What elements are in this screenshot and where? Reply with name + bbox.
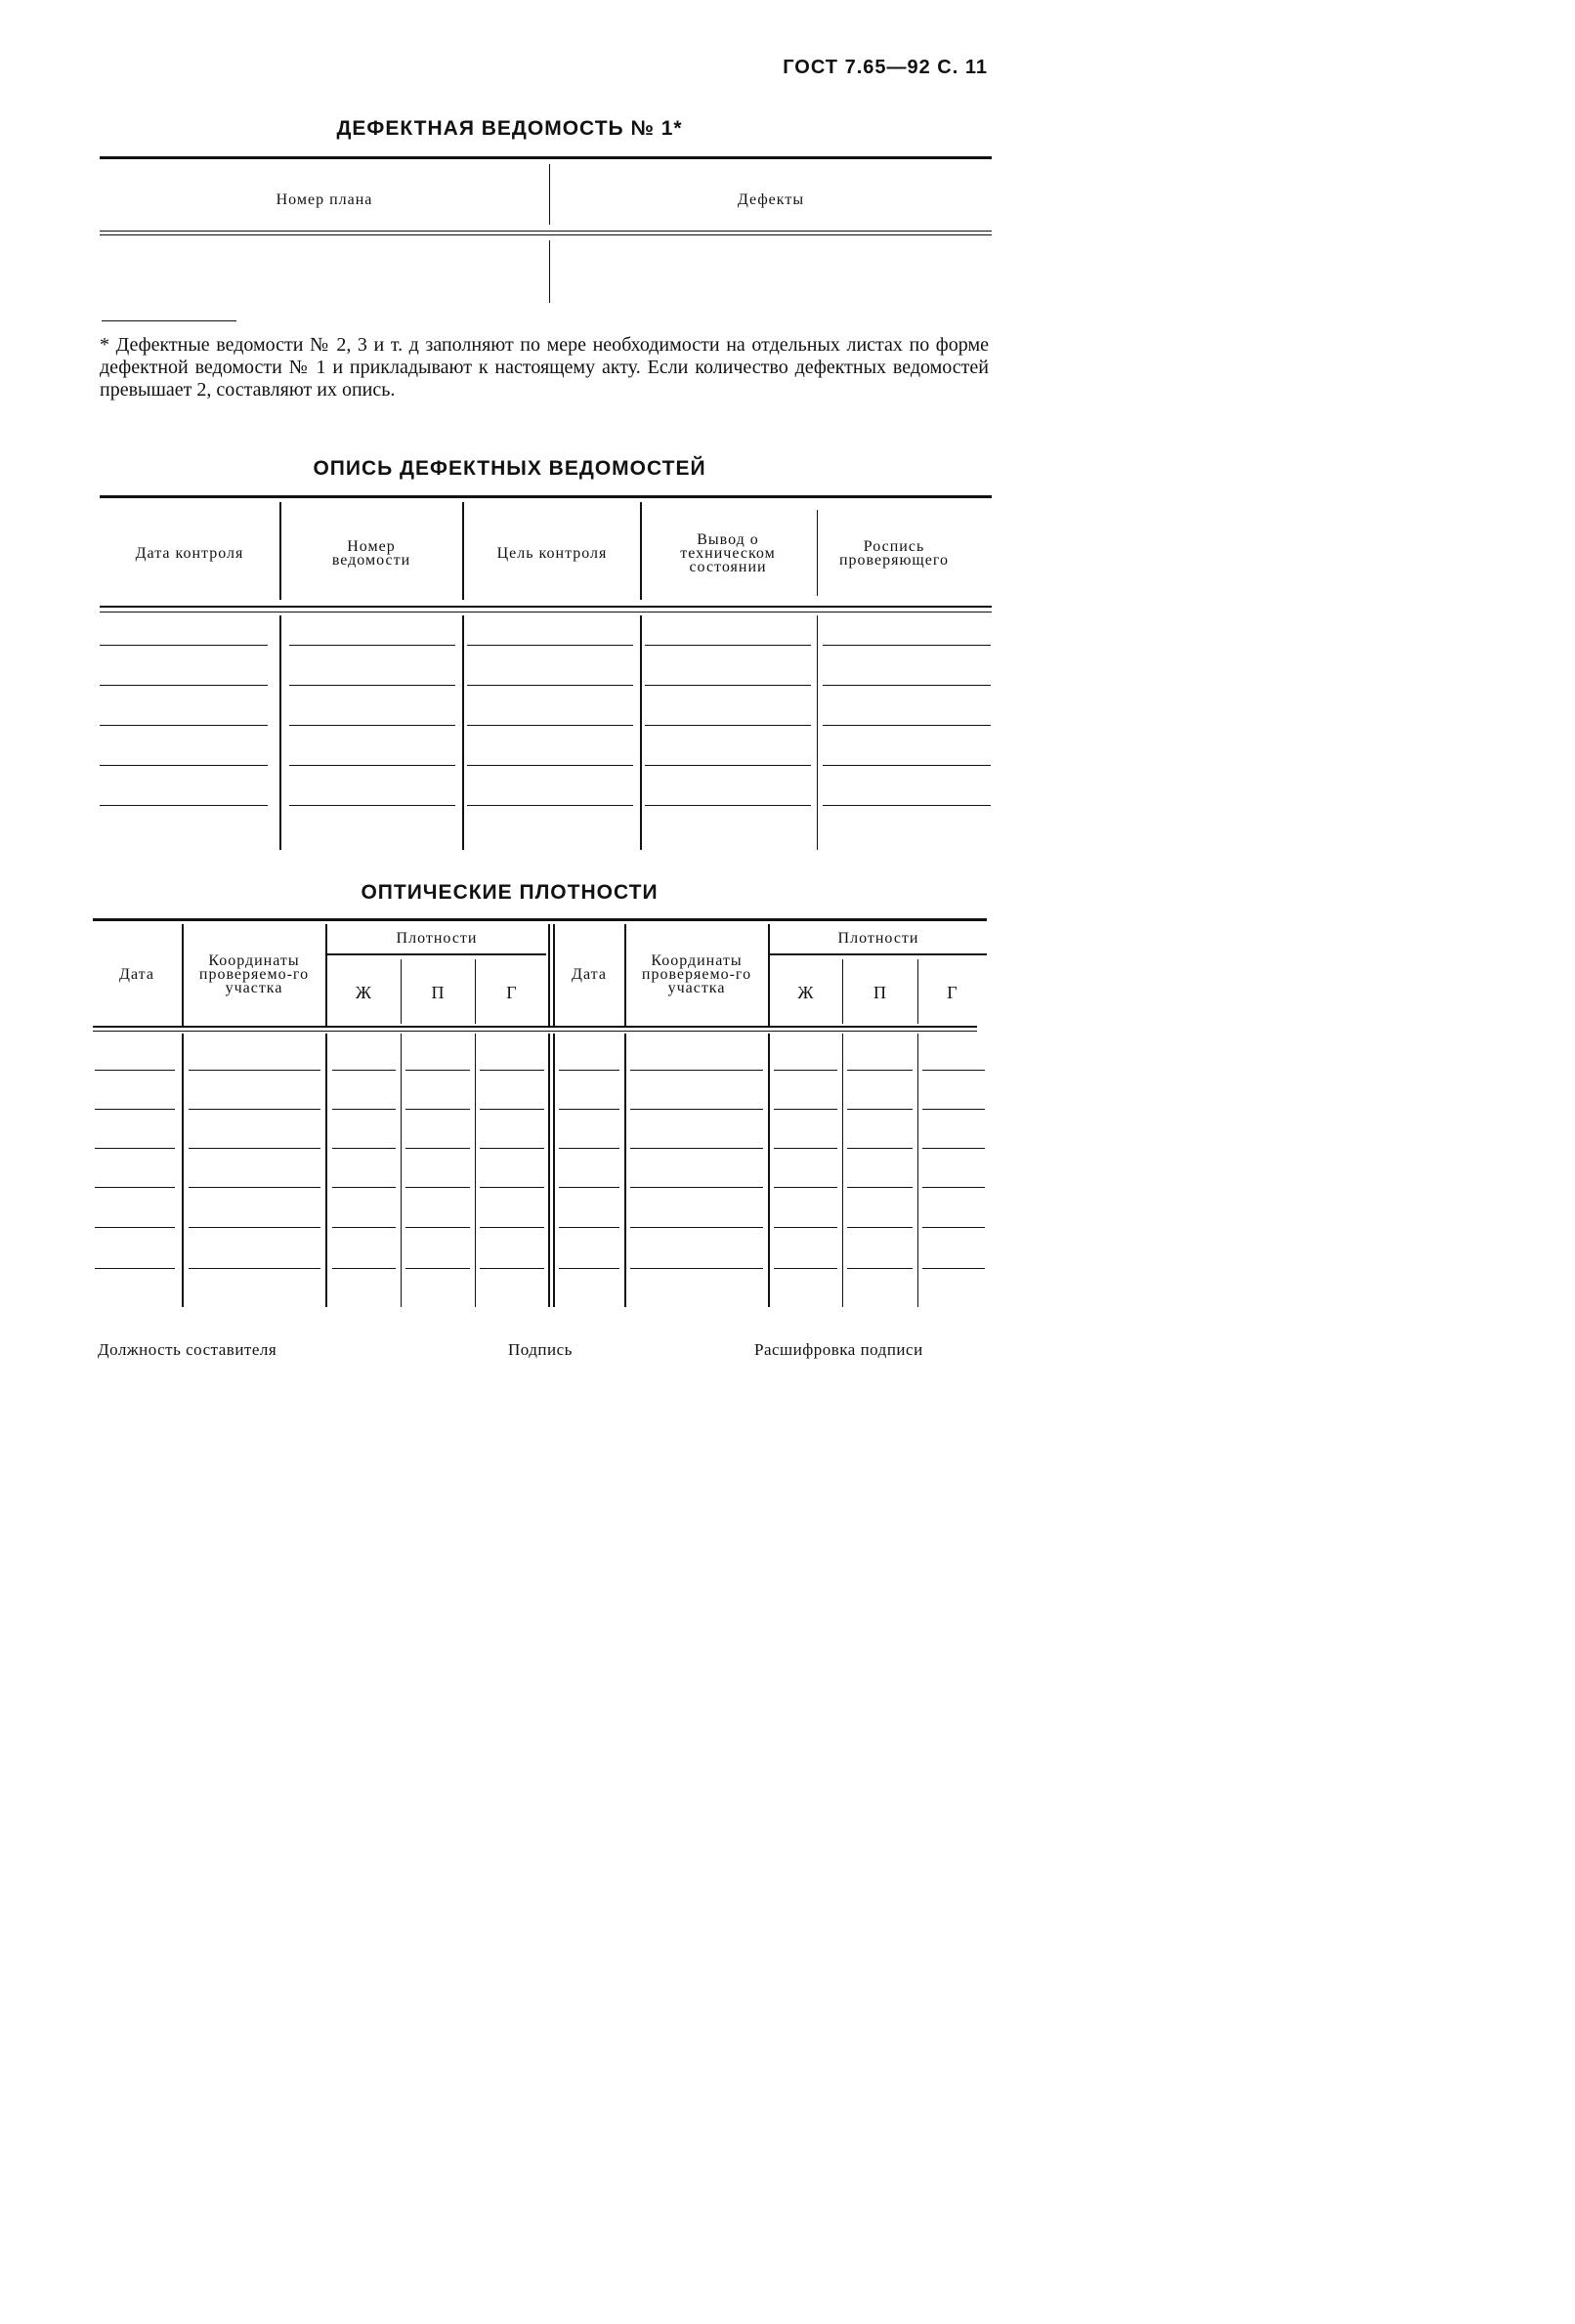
column-header-p-left: П (431, 983, 446, 1002)
column-header-date-left: Дата (119, 966, 154, 983)
defect-sheet-title: ДЕФЕКТНАЯ ВЕДОМОСТЬ № 1* (336, 117, 683, 140)
column-header-control-purpose: Цель контроля (496, 545, 608, 562)
optical-densities-title: ОПТИЧЕСКИЕ ПЛОТНОСТИ (361, 881, 659, 904)
column-header-inspector-signature: Роспись проверяющего (838, 538, 950, 569)
column-header-g-left: Г (506, 983, 518, 1002)
column-header-p-right: П (873, 983, 887, 1002)
column-header-plan-number: Номер плана (276, 191, 373, 208)
signature-label: Подпись (508, 1340, 573, 1359)
footnote-separator (102, 320, 236, 321)
inventory-title: ОПИСЬ ДЕФЕКТНЫХ ВЕДОМОСТЕЙ (313, 457, 706, 480)
column-header-zh-left: Ж (355, 983, 373, 1002)
column-header-densities-right: Плотности (837, 930, 919, 947)
column-header-sheet-number: Номер ведомости (331, 538, 411, 569)
footnote-text: * Дефектные ведомости № 2, 3 и т. д заполняют по мере необходимости на отдельных листах по форме дефектной ведомости № 1 и прикладывают к настоящему акту. Если количество дефектных ведомостей превышает 2, составляют их опись. (100, 334, 989, 401)
page-header: ГОСТ 7.65—92 С. 11 (783, 57, 988, 78)
column-header-g-right: Г (947, 983, 958, 1002)
column-header-densities-left: Плотности (396, 930, 478, 947)
signature-position-label: Должность составителя (98, 1340, 277, 1359)
column-header-date-right: Дата (572, 966, 607, 983)
column-header-defects: Дефекты (737, 191, 805, 208)
signature-decoding-label: Расшифровка подписи (754, 1340, 923, 1359)
column-header-coordinates-right: Координаты проверяемо-го участка (641, 952, 752, 996)
column-header-technical-condition: Вывод о техническом состоянии (680, 531, 776, 575)
column-header-zh-right: Ж (797, 983, 815, 1002)
column-header-coordinates-left: Координаты проверяемо-го участка (198, 952, 310, 996)
column-header-control-date: Дата контроля (135, 545, 244, 562)
